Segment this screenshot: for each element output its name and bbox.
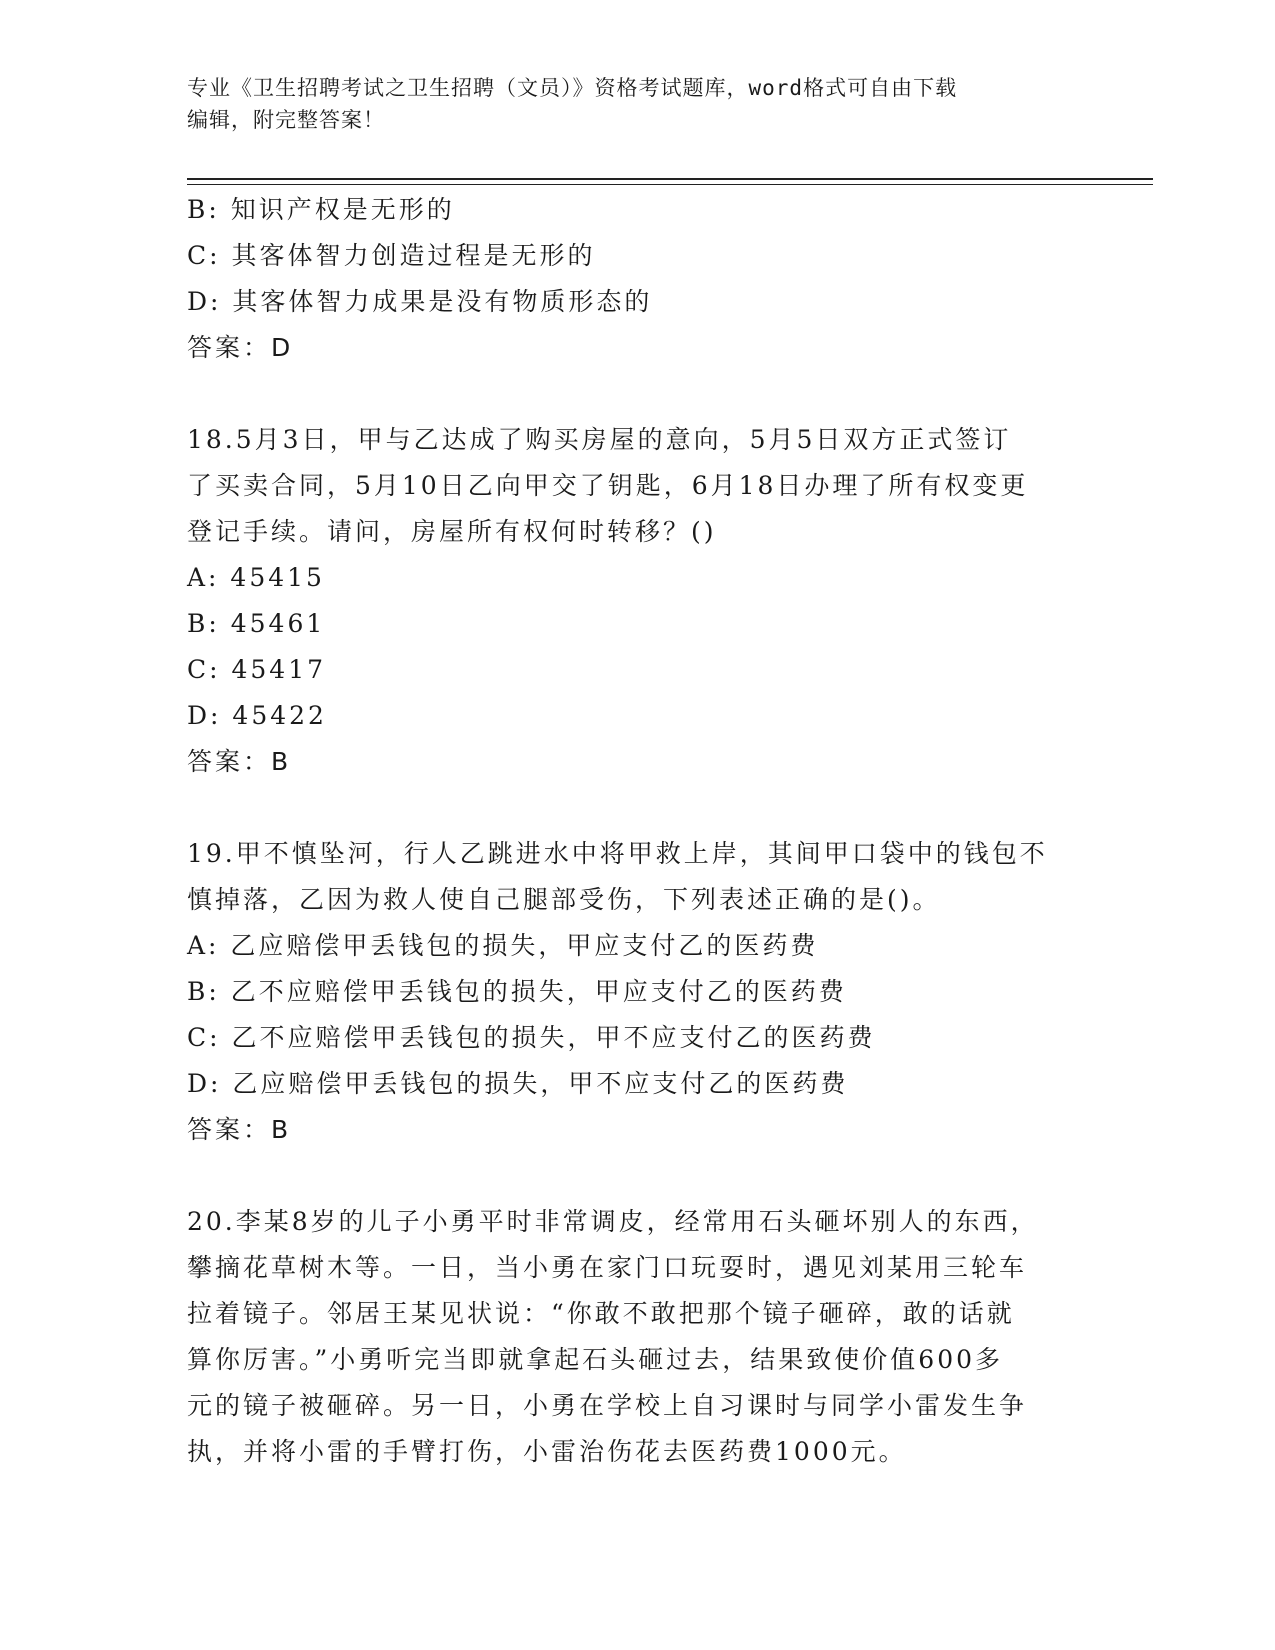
option-b: B: 45461 [187,609,326,638]
question-19 [187,831,1087,1153]
spacer [187,785,1087,831]
header-rule-thick [187,178,1153,180]
question-stem-line: 攀摘花草树木等。一日，当小勇在家门口玩耍时，遇见刘某用三轮车 [187,1253,1028,1282]
question-17 [187,187,1087,371]
option-c: C: 乙不应赔偿甲丢钱包的损失，甲不应支付乙的医药费 [187,1023,876,1052]
header-line-2: 编辑，附完整答案！ [187,108,385,132]
question-stem-line: 19.甲不慎坠河，行人乙跳进水中将甲救上岸，其间甲口袋中的钱包不 [187,839,1048,868]
question-stem-line: 元的镜子被砸碎。另一日，小勇在学校上自习课时与同学小雷发生争 [187,1391,1028,1420]
question-18 [187,417,1087,785]
option-d: D: 乙应赔偿甲丢钱包的损失，甲不应支付乙的医药费 [187,1069,849,1098]
question-stem-line: 慎掉落，乙因为救人使自己腿部受伤，下列表述正确的是()。 [187,885,941,914]
header-rule-thin [187,184,1153,185]
spacer [187,371,1087,417]
question-stem-line: 20.李某8岁的儿子小勇平时非常调皮，经常用石头砸坏别人的东西， [187,1207,1039,1236]
option-c: C: 其客体智力创造过程是无形的 [187,241,596,270]
question-stem-line: 了买卖合同，5月10日乙向甲交了钥匙，6月18日办理了所有权变更 [187,471,1029,500]
option-b: B: 知识产权是无形的 [187,195,455,224]
option-b: B: 乙不应赔偿甲丢钱包的损失，甲应支付乙的医药费 [187,977,847,1006]
option-a: A: 45415 [187,563,325,592]
question-20 [187,1199,1087,1475]
question-stem-line: 执，并将小雷的手臂打伤，小雷治伤花去医药费1000元。 [187,1437,907,1466]
option-d: D: 其客体智力成果是没有物质形态的 [187,287,653,316]
document-body [187,187,1087,1475]
question-stem-line: 登记手续。请问，房屋所有权何时转移？() [187,517,717,546]
answer: 答案：B [187,747,292,776]
question-stem-line: 算你厉害。”小勇听完当即就拿起石头砸过去，结果致使价值600多 [187,1345,1004,1374]
question-stem-line: 拉着镜子。邻居王某见状说：“你敢不敢把那个镜子砸碎，敢的话就 [187,1299,1015,1328]
option-c: C: 45417 [187,655,327,684]
question-stem-line: 18.5月3日，甲与乙达成了购买房屋的意向，5月5日双方正式签订 [187,425,1012,454]
answer: 答案：D [187,333,294,362]
document-header [187,72,1087,136]
option-a: A: 乙应赔偿甲丢钱包的损失，甲应支付乙的医药费 [187,931,819,960]
spacer [187,1153,1087,1199]
header-line-1: 专业《卫生招聘考试之卫生招聘（文员）》资格考试题库，word格式可自由下载 [187,76,958,100]
answer: 答案：B [187,1115,292,1144]
option-d: D: 45422 [187,701,327,730]
